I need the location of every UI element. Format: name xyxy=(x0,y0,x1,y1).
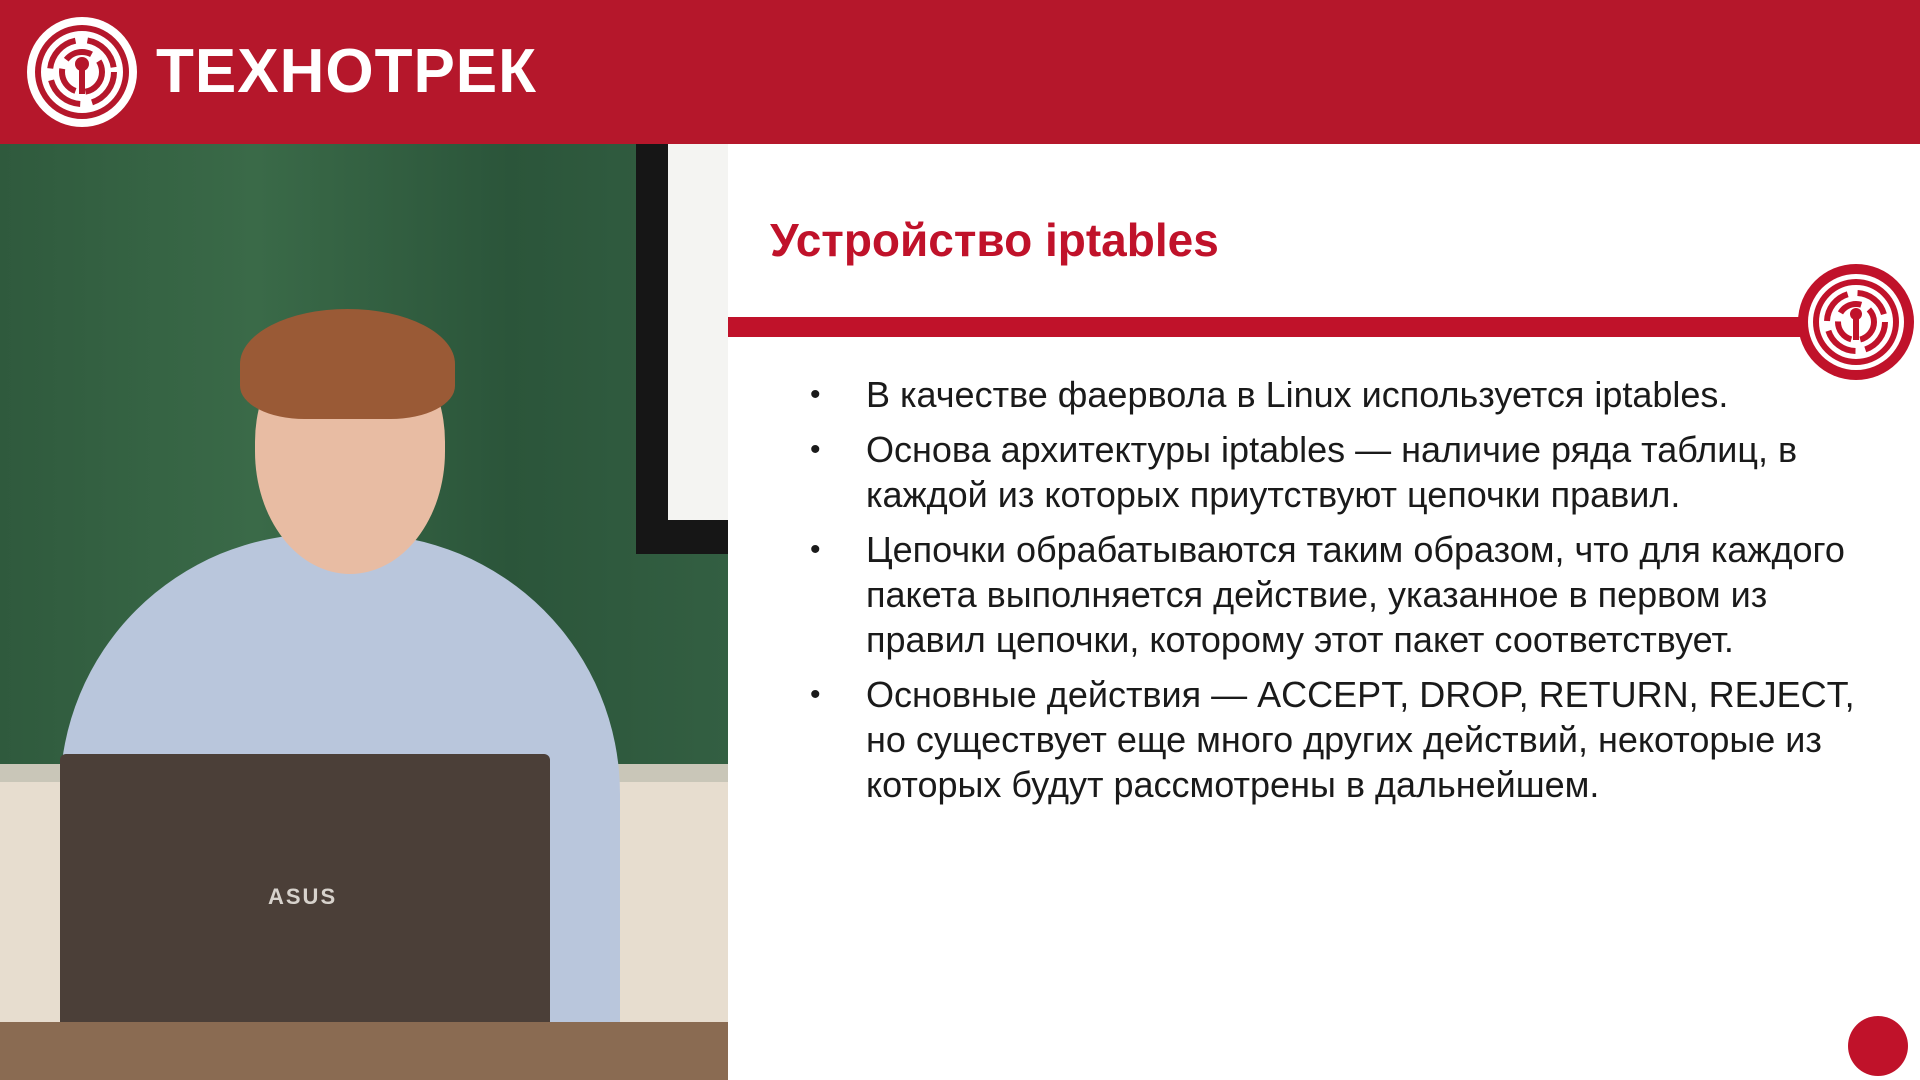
desk xyxy=(0,1022,728,1080)
bullet-marker: • xyxy=(810,433,821,466)
bullet-marker: • xyxy=(810,678,821,711)
title-divider xyxy=(728,317,1858,337)
slide-corner-dot xyxy=(1848,1016,1908,1076)
whiteboard-edge xyxy=(668,144,728,520)
maze-circle-logo-icon xyxy=(24,14,140,130)
maze-circle-logo-icon xyxy=(1796,262,1916,382)
bullet-item xyxy=(810,372,1870,417)
lecture-video-pane xyxy=(0,144,728,1080)
bullet-marker: • xyxy=(810,378,821,411)
slide-pane xyxy=(728,144,1920,1080)
bullet-item xyxy=(810,672,1870,807)
laptop-brand-label: ASUS xyxy=(268,884,338,909)
bullet-marker: • xyxy=(810,533,821,566)
bullet-item xyxy=(810,527,1870,662)
slide-title: Устройство iptables xyxy=(770,214,1219,266)
brand-name: ТЕХНОТРЕК xyxy=(156,37,537,106)
bullet-list xyxy=(810,372,1870,817)
lecturer-hair xyxy=(240,309,455,419)
bullet-item xyxy=(810,427,1870,517)
brand-header-bar xyxy=(0,0,1920,144)
bullet-text: Основные действия — ACCEPT, DROP, RETURN, REJECT, но существует еще много других действий, некоторые из которых будут рассмотрены в дальнейшем. xyxy=(866,674,1855,805)
bullet-text: Основа архитектуры iptables — наличие ряда таблиц, в каждой из которых приутствуют цепочки правил. xyxy=(866,429,1798,515)
bullet-text: Цепочки обрабатываются таким образом, что для каждого пакета выполняется действие, указанное в первом из правил цепочки, которому этот пакет соответствует. xyxy=(866,529,1845,660)
bullet-text: В качестве фаервола в Linux используется iptables. xyxy=(866,374,1729,415)
